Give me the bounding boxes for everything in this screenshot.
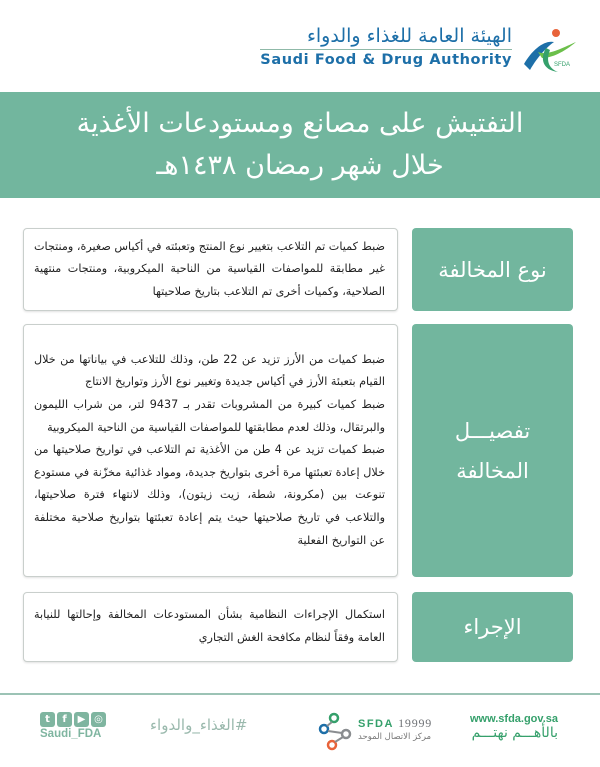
section-action (23, 592, 573, 662)
action-text-box (23, 592, 398, 662)
page-title-line-2: خلال شهر رمضان ١٤٣٨هـ (156, 150, 444, 181)
svg-text:SFDA: SFDA (554, 62, 571, 68)
instagram-icon[interactable]: ◎ (91, 712, 106, 727)
hotline-brand: SFDA (358, 718, 394, 730)
detail-paragraph-rice: ضبط كميات من الأرز تزيد عن 22 طن، وذلك للتلاعب في بياناتها من خلال القيام بتعبئة الأرز في أكياس جديدة وتغيير نوع الأرز وتواريخ الانتاج (34, 352, 385, 389)
logo-english-name: Saudi Food & Drug Authority (260, 52, 512, 68)
youtube-icon[interactable]: ▶ (74, 712, 89, 727)
section-violation-details (23, 324, 573, 577)
violation-details-label (412, 324, 573, 577)
page-title-line-1: التفتيش على مصانع ومستودعات الأغذية (76, 108, 524, 139)
label-line: المخالفة (456, 458, 529, 483)
action-text: استكمال الإجراءات النظامية بشأن المستودعات المخالفة وإحالتها للنيابة العامة وفقاً لنظام مكافحة الغش التجاري (34, 608, 385, 644)
slogan: بالأهـــم نهتـــم (471, 725, 558, 741)
violation-type-text-box (23, 228, 398, 311)
action-label (412, 592, 573, 662)
violation-type-text: ضبط كميات تم التلاعب بتغيير نوع المنتج وتعبئته في أكياس صغيرة، ومنتجات غير مطابقة للمواصفات القياسية من الناحية الميكروبية، ومنتجات منتهية الصلاحية، وكميات أخرى تم التلاعب بتاريخ صلاحيتها (34, 239, 385, 298)
hotline-title (358, 716, 432, 731)
hotline-subtitle: مركز الاتصال الموحد (358, 732, 432, 742)
facebook-icon[interactable]: f (57, 712, 72, 727)
sfda-logo (250, 22, 580, 78)
label-line: تفصيـــل (454, 418, 531, 443)
detail-paragraph-beverages: ضبط كميات كبيرة من المشروبات تقدر بـ 9437 لتر، من شراب الليمون والبرتقال، وذلك لعدم مطابقتها للمواصفات القياسية من الناحية الميكروبية (34, 398, 385, 434)
twitter-icon[interactable]: t (40, 712, 55, 727)
website-link[interactable]: www.sfda.gov.sa (469, 713, 558, 725)
website-block (470, 713, 558, 741)
sfda-emblem-icon (518, 26, 580, 76)
hotline-number: 19999 (398, 716, 433, 730)
social-media-block (40, 712, 110, 740)
label-line: الإجراء (463, 615, 522, 639)
hotline-logo-icon (318, 712, 354, 752)
violation-type-label (412, 228, 573, 311)
violation-details-text-box (23, 324, 398, 577)
detail-paragraph-foods: ضبط كميات تزيد عن 4 طن من الأغذية تم التلاعب في تواريخ صلاحيتها من خلال إعادة تعبئتها مرة أخرى بتواريخ جديدة، ومواد غذائية مخزّنة في مستودع تنوعت بين (مكرونة، شطة، زيت زيتون)، وذلك لانتهاء فترة صلاحيتها، والتلاعب في تاريخ صلاحيتها حيث يتم إعادة تعبئتها بتواريخ صلاحية مختلفة عن التواريخ الفعلية (34, 443, 386, 547)
social-handle: Saudi_FDA (40, 728, 102, 740)
footer-divider (0, 693, 600, 695)
section-violation-type (23, 228, 573, 311)
logo-text (260, 24, 512, 70)
logo-arabic-name: الهيئة العامة للغذاء والدواء (260, 24, 512, 50)
hotline-block (318, 712, 433, 752)
label-line: نوع المخالفة (438, 257, 547, 282)
title-banner (0, 92, 600, 198)
hashtag: #الغذاء_والدواء (150, 716, 248, 734)
